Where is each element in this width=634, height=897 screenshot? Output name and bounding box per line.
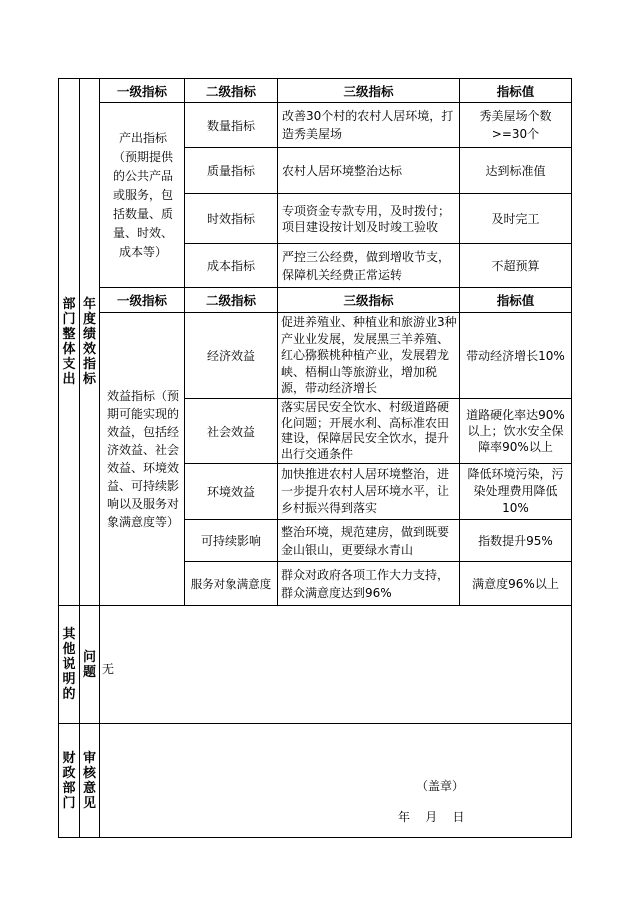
level2-cell: 社会效益 xyxy=(206,424,255,439)
value-cell: 指数提升95% xyxy=(478,534,553,548)
dept-expenditure-label: 部门整体支出 xyxy=(62,297,76,387)
level3-cell: 农村人居环境整治达标 xyxy=(282,163,403,178)
level2-cell: 服务对象满意度 xyxy=(190,576,272,591)
level3-cell: 群众对政府各项工作大力支持，群众满意度达到96% xyxy=(281,567,450,600)
level3-cell: 促进养殖业、种植业和旅游业3种产业业发展，发展黑三羊养殖、红心猕猴桃种植产业，发展碧龙峡、梧桐山等旅游业，增加税源，带动经济增长 xyxy=(281,315,457,396)
other-notes-label: 其他说明的 xyxy=(62,627,76,702)
level3-cell: 落实居民安全饮水、村级道路硬化问题；开展水利、高标准农田建设，保障居民安全饮水，提升出行交通条件 xyxy=(281,400,450,461)
value-cell: 及时完工 xyxy=(491,212,540,226)
level2-cell: 时效指标 xyxy=(206,212,255,226)
header-level3: 三级指标 xyxy=(343,293,394,308)
output-indicator-label: 产出指标（预期提供的公共产品或服务，包括数量、质量、时效、成本等） xyxy=(112,130,173,259)
level2-cell: 环境效益 xyxy=(206,485,255,499)
value-cell: 道路硬化率达90%以上；饮水安全保障率90%以上 xyxy=(466,408,565,454)
other-notes-content: 无 xyxy=(102,662,115,676)
value-cell: 秀美屋场个数>=30个 xyxy=(479,109,552,141)
header-level3: 三级指标 xyxy=(343,83,394,99)
benefit-indicator-label: 效益指标（预期可能实现的效益，包括经济效益、社会效益、环境效益、可持续影响以及服务对象满意度等） xyxy=(106,389,179,529)
header-value: 指标值 xyxy=(496,293,535,308)
value-cell: 降低环境污染，污染处理费用降低10% xyxy=(467,467,564,515)
level3-cell: 专项资金专款专用，及时拨付；项目建设按计划及时竣工验收 xyxy=(282,203,451,234)
review-date: 年 月 日 xyxy=(398,809,465,824)
value-cell: 达到标准值 xyxy=(485,164,546,178)
level2-cell: 成本指标 xyxy=(206,259,255,273)
value-cell: 不超预算 xyxy=(491,259,540,273)
level3-cell: 改善30个村的农村人居环境，打造秀美屋场 xyxy=(282,109,454,141)
issues-label: 问题 xyxy=(82,649,96,680)
header-level1: 一级指标 xyxy=(116,293,167,308)
level3-cell: 严控三公经费，做到增收节支，保障机关经费正常运转 xyxy=(282,249,451,282)
level3-cell: 整治环境，规范建房，做到既要金山银山，更要绿水青山 xyxy=(281,524,450,557)
level2-cell: 可持续影响 xyxy=(200,534,261,548)
annual-performance-label: 年度绩效指标 xyxy=(82,297,96,387)
value-cell: 带动经济增长10% xyxy=(466,349,565,363)
review-opinion-label: 审核意见 xyxy=(82,750,96,811)
header-level1: 一级指标 xyxy=(116,83,167,99)
level2-cell: 质量指标 xyxy=(206,164,255,178)
level2-cell: 数量指标 xyxy=(206,118,255,133)
header-value: 指标值 xyxy=(496,83,535,99)
finance-dept-label: 财政部门 xyxy=(62,750,76,811)
header-level2: 二级指标 xyxy=(205,83,256,99)
seal-placeholder: （盖章） xyxy=(415,778,464,793)
level2-cell: 经济效益 xyxy=(206,349,255,363)
header-level2: 二级指标 xyxy=(205,293,256,308)
value-cell: 满意度96%以上 xyxy=(472,577,559,591)
level3-cell: 加快推进农村人居环境整治，进一步提升农村人居环境水平，让乡村振兴得到落实 xyxy=(281,467,450,515)
